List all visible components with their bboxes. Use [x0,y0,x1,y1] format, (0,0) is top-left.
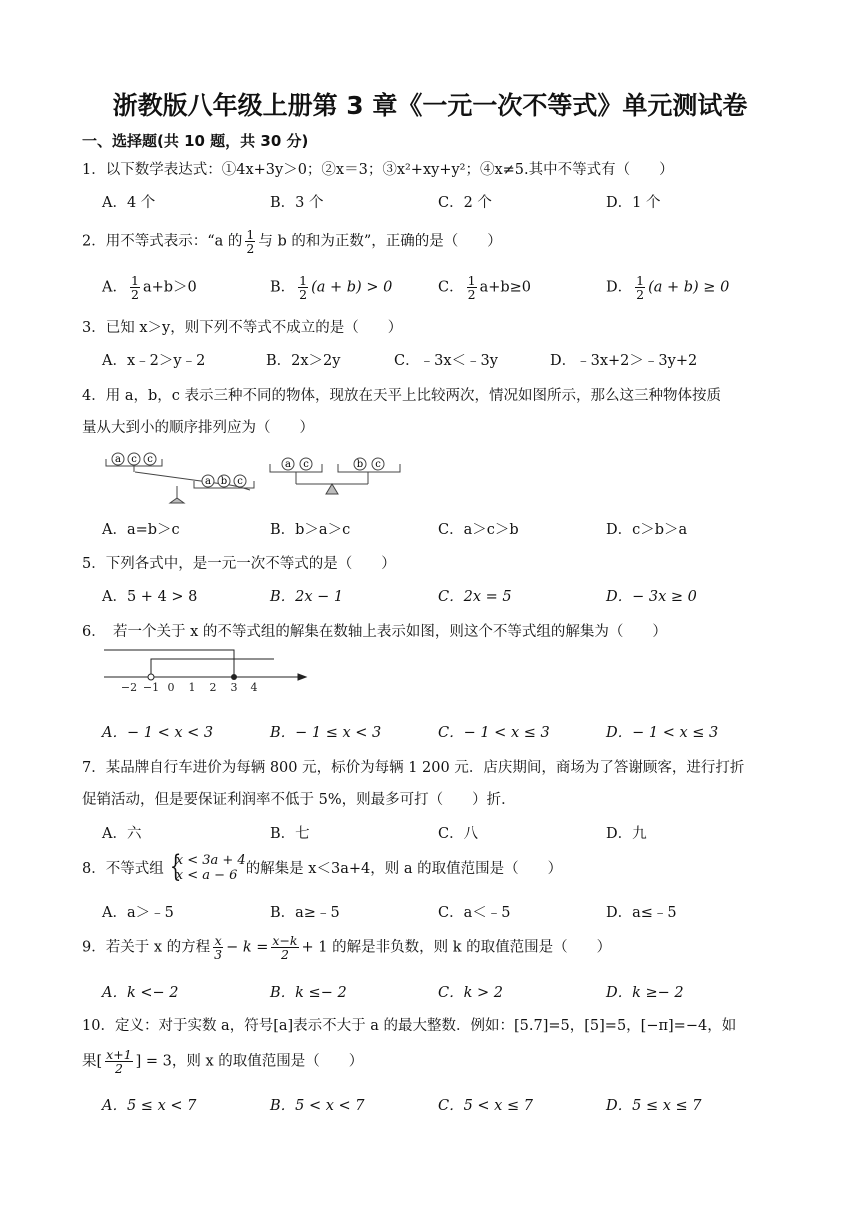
q1-option-a[interactable]: A．4 个 [102,195,156,211]
q8-option-a[interactable]: A．a＞﹣5 [102,905,174,921]
q3-option-a[interactable]: A．x﹣2＞y﹣2 [102,353,206,369]
q2-stem-pre: 2．用不等式表示：“a 的 [82,233,243,250]
q4-option-b[interactable]: B．b＞a＞c [270,522,351,538]
question-4-stem-line2: 量从大到小的顺序排列应为（ ） [82,420,314,436]
q1-option-c[interactable]: C．2 个 [438,195,492,211]
tick-label: 4 [250,681,258,694]
tick-label: 3 [230,681,238,694]
question-10-stem-line1: 10．定义：对于实数 a，符号[a]表示不大于 a 的最大整数．例如：[5.7]=5，[5]=5，[−π]=−4，如 [82,1018,737,1034]
tick-label: 0 [167,681,175,694]
q6-option-d[interactable]: D．− 1 < x ≤ 3 [606,725,719,741]
question-9-stem: 9．若关于 x 的方程 $\frac{x}{3}$ − k = $\frac{x-k}{2}$ + 1 的解是非负数，则 k 的取值范围是（ ） [82,933,612,963]
q3-option-d[interactable]: D．﹣3x+2＞﹣3y+2 [550,353,698,369]
q10-option-c[interactable]: C．5 < x ≤ 7 [438,1098,533,1114]
solution-bound-le-3 [104,650,234,677]
q8-option-b[interactable]: B．a≥﹣5 [270,905,340,921]
weight-a: a [285,459,291,470]
q7-option-a[interactable]: A．六 [102,826,142,842]
open-circle-neg1 [148,674,154,680]
q10-option-d[interactable]: D．5 ≤ x ≤ 7 [606,1098,702,1114]
weight-a: a [205,476,211,487]
q10-option-b[interactable]: B．5 < x < 7 [270,1098,365,1114]
weight-c: c [303,459,309,470]
q2-option-b[interactable]: B． $\frac{1}{2}$ (a + b) > 0 [270,273,393,303]
q2-option-d[interactable]: D． $\frac{1}{2}$ (a + b) ≥ 0 [606,273,730,303]
tick-label: −1 [142,681,160,694]
arrow-icon [298,674,306,680]
scale-1 [106,459,254,503]
scale-1-left-weights [112,453,156,465]
q7-option-c[interactable]: C．八 [438,826,479,842]
question-1-stem: 1．以下数学表达式：①4x+3y＞0；②x＝3；③x²+xy+y²；④x≠5.其中不等式有（ ） [82,162,674,178]
q4-option-d[interactable]: D．c＞b＞a [606,522,688,538]
q7-option-b[interactable]: B．七 [270,826,310,842]
question-6-stem: 6． 若一个关于 x 的不等式组的解集在数轴上表示如图，则这个不等式组的解集为（ ） [82,624,667,640]
tick-label: −2 [120,681,138,694]
scale-2-right-weights [354,458,384,470]
section-heading: 一、选择题(共 10 题，共 30 分) [82,132,309,150]
question-4-stem-line1: 4．用 a，b，c 表示三种不同的物体，现放在天平上比较两次，情况如图所示，那么这三种物体按质 [82,388,721,404]
scale-2-left-weights [282,458,312,470]
q9-option-c[interactable]: C．k > 2 [438,985,503,1001]
q1-option-b[interactable]: B．3 个 [270,195,324,211]
balance-scales-figure [100,448,410,504]
number-line-figure [100,646,312,698]
closed-circle-3 [231,674,237,680]
q8-option-d[interactable]: D．a≤﹣5 [606,905,677,921]
q5-option-b[interactable]: B．2x − 1 [270,589,344,605]
question-7-stem-line1: 7．某品牌自行车进价为每辆 800 元，标价为每辆 1 200 元．店庆期间，商场为了答谢顾客，进行打折 [82,760,745,776]
question-2-stem [82,228,502,255]
q6-option-c[interactable]: C．− 1 < x ≤ 3 [438,725,550,741]
q5-option-a[interactable]: A．5 + 4 > 8 [102,589,198,605]
q10-option-a[interactable]: A．5 ≤ x < 7 [102,1098,197,1114]
tick-label: 1 [188,681,196,694]
weight-c: c [131,454,137,465]
q3-option-b[interactable]: B．2x＞2y [266,353,341,369]
q9-fraction-1: $\frac{x}{3}$ [214,933,223,963]
weight-b: b [356,459,364,470]
q9-option-d[interactable]: D．k ≥− 2 [606,985,684,1001]
q8-option-c[interactable]: C．a＜﹣5 [438,905,511,921]
question-8-stem: 8．不等式组 { x < 3a + 4 x < a − 6 的解集是 x＜3a+4，则 a 的取值范围是（ ） [82,849,563,884]
q2-option-c[interactable]: C． $\frac{1}{2}$ a+b≥0 [438,273,532,303]
tick-label: 2 [209,681,217,694]
q9-option-b[interactable]: B．k ≤− 2 [270,985,347,1001]
question-7-stem-line2: 促销活动，但是要保证利润率不低于 5%，则最多可打（ ）折． [82,792,516,808]
q2-fraction: $\frac{1}{2}$ [246,227,255,257]
inequality-system: { x < 3a + 4 x < a − 6 [169,849,246,884]
question-10-stem-line2: 果[ $\frac{x+1}{2}$ ] = 3，则 x 的取值范围是（ ） [82,1047,364,1077]
q2-option-a[interactable]: A． $\frac{1}{2}$ a+b＞0 [102,273,197,303]
q5-option-d[interactable]: D．− 3x ≥ 0 [606,589,697,605]
q9-option-a[interactable]: A．k <− 2 [102,985,179,1001]
weight-c: c [147,454,153,465]
question-5-stem: 5．下列各式中，是一元一次不等式的是（ ） [82,556,396,572]
q4-option-c[interactable]: C．a＞c＞b [438,522,519,538]
q6-option-a[interactable]: A．− 1 < x < 3 [102,725,214,741]
question-3-stem: 3．已知 x＞y，则下列不等式不成立的是（ ） [82,320,403,336]
q10-fraction: $\frac{x+1}{2}$ [106,1047,132,1077]
weight-c: c [375,459,381,470]
q9-fraction-2: $\frac{x-k}{2}$ [272,933,298,963]
q7-option-d[interactable]: D．九 [606,826,647,842]
solution-bound-gt-neg1 [151,659,274,677]
q6-option-b[interactable]: B．− 1 ≤ x < 3 [270,725,382,741]
q1-option-d[interactable]: D．1 个 [606,195,661,211]
weight-a: a [115,454,121,465]
page-title: 浙教版八年级上册第 3 章《一元一次不等式》单元测试卷 [112,91,748,120]
q2-stem-post: 与 b 的和为正数”，正确的是（ ） [258,233,502,250]
weight-b: b [220,476,228,487]
q4-option-a[interactable]: A．a=b＞c [102,522,180,538]
scale-1-right-weights [202,475,246,487]
q3-option-c[interactable]: C．﹣3x＜﹣3y [394,353,498,369]
weight-c: c [237,476,243,487]
q5-option-c[interactable]: C．2x = 5 [438,589,512,605]
